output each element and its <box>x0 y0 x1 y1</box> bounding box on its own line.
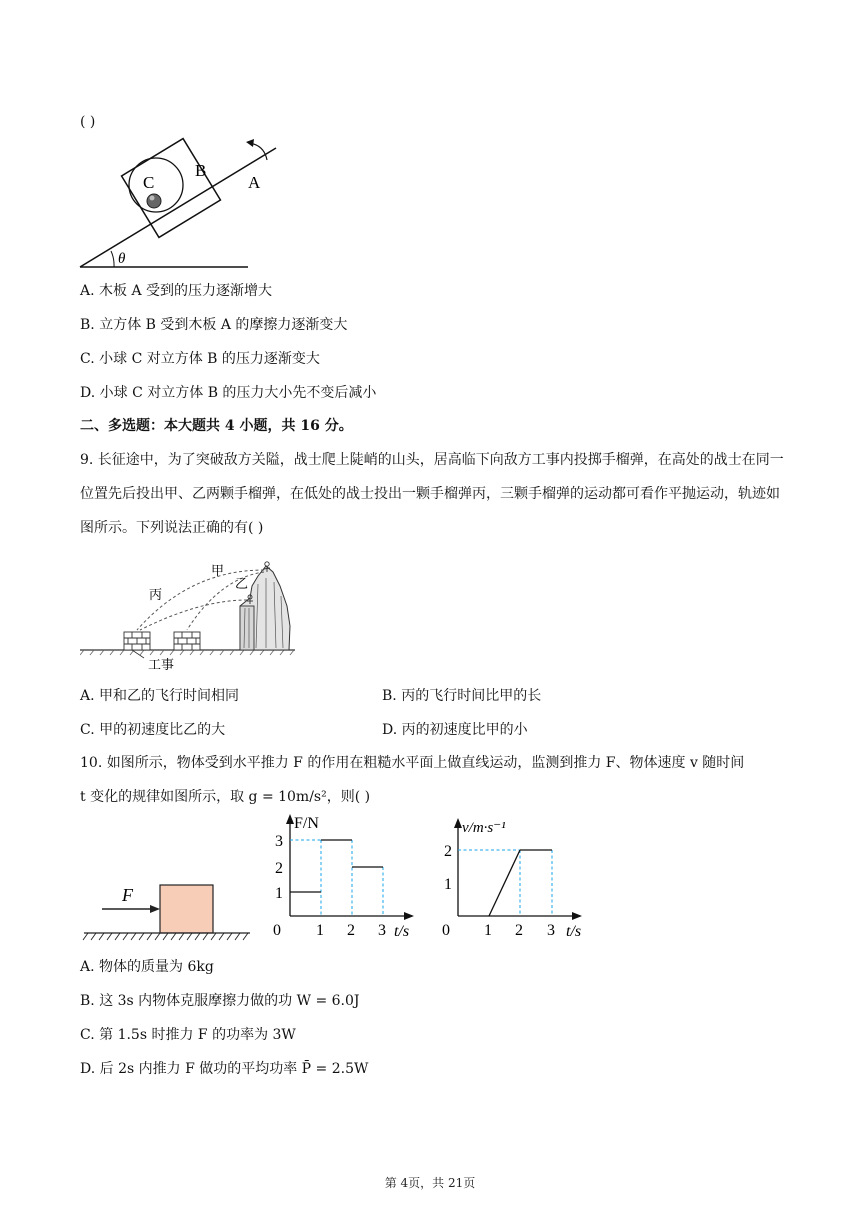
force-f-label: F <box>122 885 133 905</box>
q9-option-a: A. 甲和乙的飞行时间相同 <box>80 688 240 704</box>
q10-option-d: D. 后 2s 内推力 F 做功的平均功率 P̄ = 2.5W <box>80 1061 369 1077</box>
q8-incline-figure <box>78 136 282 272</box>
q8-option-c: C. 小球 C 对立方体 B 的压力逐渐变大 <box>80 351 320 367</box>
f-tick-3: 3 <box>275 833 283 850</box>
q10-stem-line1: 10. 如图所示，物体受到水平推力 F 的作用在粗糙水平面上做直线运动，监测到推力 F、物体速度 v 随时间 <box>80 755 745 771</box>
q9-option-d: D. 丙的初速度比甲的小 <box>382 722 528 738</box>
q9-option-c: C. 甲的初速度比乙的大 <box>80 722 226 738</box>
section-heading-multiple-choice: 二、多选题：本大题共 4 小题，共 16 分。 <box>80 418 353 434</box>
ball-c-label: C <box>143 173 155 192</box>
q10-block-figure <box>82 878 252 942</box>
t-tick-1: 1 <box>316 922 324 939</box>
f-axis-label: F/N <box>294 815 319 832</box>
q9-grenade-figure <box>80 556 300 674</box>
t-tick-2-v: 2 <box>515 922 523 939</box>
q8-option-b: B. 立方体 B 受到木板 A 的摩擦力逐渐变大 <box>80 317 348 333</box>
theta-label: θ <box>118 251 126 267</box>
q10-force-time-graph <box>268 812 420 944</box>
v-tick-1: 1 <box>444 876 452 893</box>
board-a-label: A <box>248 173 261 192</box>
t-tick-3-v: 3 <box>547 922 555 939</box>
t-tick-2: 2 <box>347 922 355 939</box>
trajectory-jia-label: 甲 <box>211 563 225 578</box>
q8-option-a: A. 木板 A 受到的压力逐渐增大 <box>80 283 273 299</box>
t-tick-3: 3 <box>378 922 386 939</box>
cube-b-label: B <box>195 161 207 180</box>
page-footer: 第 4页，共 21页 <box>384 1176 476 1190</box>
q10-option-b: B. 这 3s 内物体克服摩擦力做的功 W = 6.0J <box>80 993 360 1009</box>
q10-velocity-time-graph <box>438 812 598 944</box>
q10-option-a: A. 物体的质量为 6kg <box>80 959 214 975</box>
t-axis-label-1: t/s <box>394 923 410 940</box>
v-tick-2: 2 <box>444 843 452 860</box>
q9-stem: 9. 长征途中，为了突破敌方关隘，战士爬上陡峭的山头，居高临下向敌方工事内投掷手榴弹，在高处的战士在同一位置先后投出甲、乙两颗手榴弹，在低处的战士投出一颗手榴弹丙，三颗手榴弹的运动都可看作平抛运动，轨迹如图所示。下列说法正确的有( ) <box>80 452 784 536</box>
origin-label-1: 0 <box>273 922 281 939</box>
q10-option-c: C. 第 1.5s 时推力 F 的功率为 3W <box>80 1027 296 1043</box>
q8-answer-paren: ( ) <box>80 114 96 130</box>
q10-stem-line2: t 变化的规律如图所示，取 g = 10m/s²，则( ) <box>80 789 371 805</box>
q8-option-d: D. 小球 C 对立方体 B 的压力大小先不变后减小 <box>80 385 377 401</box>
trajectory-yi-label: 乙 <box>235 576 249 591</box>
f-tick-1: 1 <box>275 885 283 902</box>
origin-label-2: 0 <box>442 922 450 939</box>
f-tick-2: 2 <box>275 860 283 877</box>
t-axis-label-2: t/s <box>566 923 582 940</box>
trajectory-bing-label: 丙 <box>149 587 163 602</box>
q9-option-b: B. 丙的飞行时间比甲的长 <box>382 688 542 704</box>
fortification-label: 工事 <box>148 657 175 672</box>
v-axis-label: v/m·s⁻¹ <box>462 820 506 836</box>
t-tick-1-v: 1 <box>484 922 492 939</box>
